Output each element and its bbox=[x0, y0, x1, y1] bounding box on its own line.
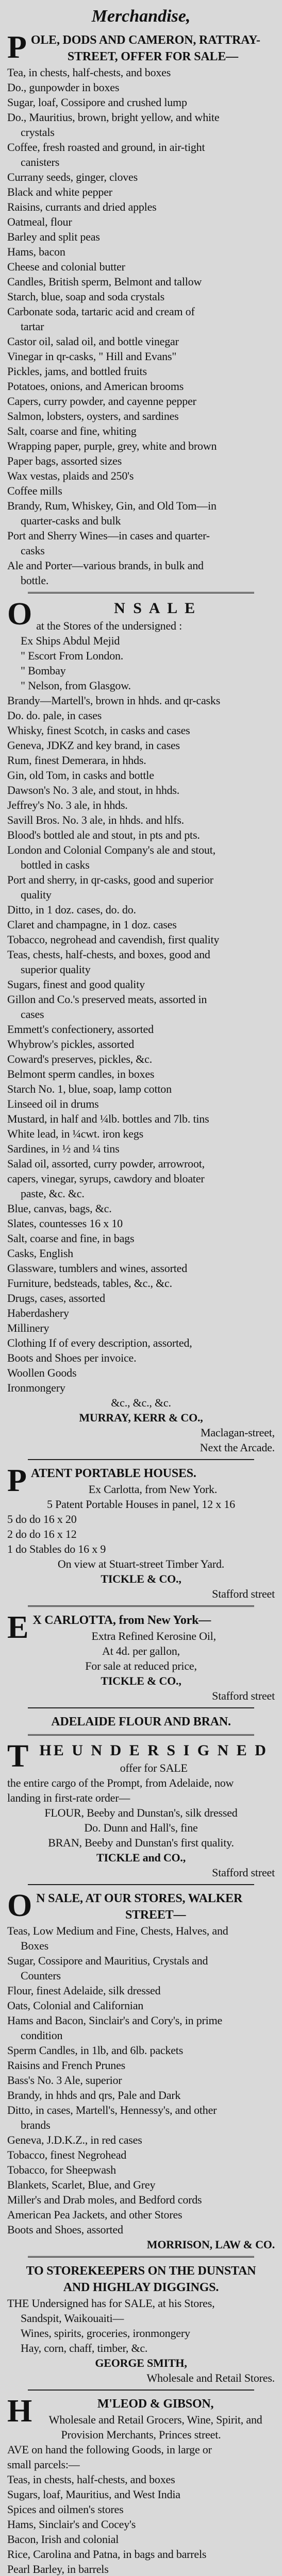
drop-cap: H bbox=[7, 2394, 32, 2429]
ad-line: Ditto, in cases, Martell's, Hennessy's, and other bbox=[7, 2104, 217, 2116]
ad-line: Spices and oilmen's stores bbox=[7, 2503, 124, 2516]
ad-line: Wrapping paper, purple, grey, white and brown bbox=[7, 439, 217, 452]
ad-line: ADELAIDE FLOUR AND BRAN. bbox=[51, 1715, 231, 1728]
ad-line: Boots and Shoes, assorted bbox=[7, 2223, 123, 2236]
ad-line: paste, &c. &c. bbox=[21, 1187, 85, 1200]
section-title: Merchandise, bbox=[91, 7, 191, 26]
ad-line: " Nelson, from Glasgow. bbox=[21, 679, 131, 692]
ad-line: Casks, English bbox=[7, 1247, 73, 1260]
ad-line: Next the Arcade. bbox=[200, 1441, 275, 1454]
ad-line: Wholesale and Retail Grocers, Wine, Spirit, and bbox=[48, 2413, 262, 2426]
advertisement bbox=[7, 2263, 275, 2385]
ad-line: Claret and champagne, in 1 doz. cases bbox=[7, 918, 177, 931]
ad-line: Rum, finest Demerara, in hhds. bbox=[7, 754, 146, 767]
advertisement bbox=[7, 1890, 275, 2252]
ad-line: small parcels:— bbox=[7, 2458, 80, 2471]
ad-line: Ditto, in 1 doz. cases, do. do. bbox=[7, 903, 136, 916]
ad-line: Whisky, finest Scotch, in casks and cases bbox=[7, 724, 190, 737]
ad-line: OLE, DODS AND CAMERON, RATTRAY- bbox=[30, 33, 260, 47]
ad-line: AND HIGHLAY DIGGINGS. bbox=[63, 2281, 219, 2294]
advertisement bbox=[7, 2396, 275, 2576]
ad-divider bbox=[28, 1459, 254, 1460]
advertisement bbox=[7, 599, 275, 1455]
ad-line: Oatmeal, flour bbox=[7, 215, 72, 228]
ad-line: crystals bbox=[21, 126, 55, 139]
ad-line: 2 do do 16 x 12 bbox=[7, 1528, 77, 1540]
ad-line: brands bbox=[21, 2119, 51, 2131]
ad-line: Wines, spirits, groceries, ironmongery bbox=[21, 2327, 190, 2340]
ad-line: " Escort From London. bbox=[21, 649, 124, 662]
ad-line: Wholesale and Retail Stores. bbox=[146, 2371, 275, 2384]
ad-line: the entire cargo of the Prompt, from Adelaide, now bbox=[7, 1776, 234, 1789]
ad-line: Stafford street bbox=[212, 1866, 275, 1879]
ad-line: Salt, coarse and fine, in bags bbox=[7, 1232, 135, 1245]
ad-line: Flour, finest Adelaide, silk dressed bbox=[7, 1984, 161, 1997]
advertisement bbox=[7, 1612, 275, 1703]
ad-line: Carbonate soda, tartaric acid and cream of bbox=[7, 305, 195, 318]
ad-line: Teas, in chests, half-chests, and boxes bbox=[7, 2473, 175, 2486]
ad-line: Ex Ships Abdul Mejid bbox=[21, 634, 120, 647]
ad-divider bbox=[28, 1605, 254, 1607]
ad-line: Salmon, lobsters, oysters, and sardines bbox=[7, 410, 179, 422]
ad-line: Geneva, J.D.K.Z., in red cases bbox=[7, 2133, 142, 2146]
ad-line: capers, vinegar, syrups, cawdory and bloater bbox=[7, 1172, 205, 1185]
ad-line: N SALE, AT OUR STORES, WALKER bbox=[36, 1892, 243, 1905]
ad-line: Do., Mauritius, brown, bright yellow, and white bbox=[7, 111, 220, 124]
ad-line: Coffee mills bbox=[7, 484, 62, 497]
ad-line: at the Stores of the undersigned : bbox=[36, 619, 183, 632]
ad-line: Ex Carlotta, from New York. bbox=[88, 1483, 218, 1496]
ad-line: Gin, old Tom, in casks and bottle bbox=[7, 769, 154, 782]
ad-line: Slates, countesses 16 x 10 bbox=[7, 1217, 123, 1230]
ad-line: Provision Merchants, Princes street. bbox=[61, 2428, 221, 2441]
ad-line: Raisins, currants and dried apples bbox=[7, 200, 157, 213]
ad-line: Millinery bbox=[7, 1321, 49, 1334]
ad-line: Sperm Candles, in 1lb, and 6lb. packets bbox=[7, 2044, 184, 2057]
ad-line: London and Colonial Company's ale and stout, bbox=[7, 843, 215, 856]
ad-line: Geneva, JDKZ and key brand, in cases bbox=[7, 739, 180, 752]
ad-line: Cheese and colonial butter bbox=[7, 260, 125, 273]
ad-line: Barley and split peas bbox=[7, 230, 100, 243]
ad-line: N S A L E bbox=[114, 600, 197, 617]
ad-line: bottled in casks bbox=[21, 858, 90, 871]
ad-line: Tobacco, negrohead and cavendish, first quality bbox=[7, 933, 220, 946]
ad-line: Paper bags, assorted sizes bbox=[7, 454, 122, 467]
ad-line: Furniture, bedsteads, tables, &c., &c. bbox=[7, 1277, 172, 1290]
advertisements-column bbox=[7, 32, 275, 2576]
ad-line: For sale at reduced price, bbox=[85, 1659, 197, 1672]
ad-line: Bass's No. 3 Ale, superior bbox=[7, 2074, 122, 2087]
advertisement bbox=[7, 32, 275, 588]
ad-line: STREET, OFFER FOR SALE— bbox=[67, 50, 238, 63]
ad-divider bbox=[28, 1884, 254, 1885]
ad-divider bbox=[28, 2256, 254, 2258]
ad-line: Woollen Goods bbox=[7, 1366, 77, 1379]
ad-line: Tobacco, finest Negrohead bbox=[7, 2148, 127, 2161]
ad-line: Do., gunpowder in boxes bbox=[7, 81, 120, 94]
ad-line: Tea, in chests, half-chests, and boxes bbox=[7, 66, 171, 79]
ad-line: condition bbox=[21, 2029, 63, 2042]
ad-line: Castor oil, salad oil, and bottle vinegar bbox=[7, 335, 179, 348]
ad-line: Ale and Porter—various brands, in bulk and bbox=[7, 559, 204, 572]
ad-line: Hams, bacon bbox=[7, 245, 65, 258]
ad-line: Hams and Bacon, Sinclair's and Cory's, in prime bbox=[7, 2014, 223, 2027]
ad-line: Vinegar in qr-casks, " Hill and Evans" bbox=[7, 350, 177, 363]
ad-line: Oats, Colonial and Californian bbox=[7, 1999, 144, 2012]
ad-line: Tobacco, for Sheepwash bbox=[7, 2163, 116, 2176]
ad-line: Emmett's confectionery, assorted bbox=[7, 1023, 154, 1036]
ad-line: Boxes bbox=[21, 1939, 49, 1952]
ad-divider bbox=[28, 1707, 254, 1708]
ad-line: Stafford street bbox=[212, 1587, 275, 1600]
ad-line: Hams, Sinclair's and Cocey's bbox=[7, 2518, 136, 2531]
ad-line: Teas, Low Medium and Fine, Chests, Halves, and bbox=[7, 1924, 228, 1937]
advertisement bbox=[7, 1714, 275, 1730]
ad-line: Port and Sherry Wines—in cases and quarter- bbox=[7, 529, 210, 542]
ad-line: THE Undersigned has for SALE, at his Stores, bbox=[7, 2297, 215, 2310]
ad-line: Do. do. pale, in cases bbox=[7, 709, 102, 722]
ad-line: Whybrow's pickles, assorted bbox=[7, 1038, 135, 1050]
ad-line: Coffee, fresh roasted and ground, in air-tight bbox=[7, 141, 205, 154]
ad-line: M'LEOD & GIBSON, bbox=[97, 2397, 214, 2411]
ad-line: Savill Bros. No. 3 ale, in hhds. and hlfs. bbox=[7, 814, 184, 826]
drop-cap: E bbox=[7, 1610, 29, 1645]
ad-line: ATENT PORTABLE HOUSES. bbox=[30, 1467, 196, 1480]
ad-line: American Pea Jackets, and other Stores bbox=[7, 2208, 183, 2221]
ad-line: Blankets, Scarlet, Blue, and Grey bbox=[7, 2178, 156, 2191]
ad-line: canisters bbox=[21, 156, 60, 168]
ad-divider bbox=[28, 2389, 254, 2391]
ad-line: Sugars, finest and good quality bbox=[7, 978, 145, 991]
ad-line: Capers, curry powder, and cayenne pepper bbox=[7, 395, 196, 408]
ad-line: Starch No. 1, blue, soap, lamp cotton bbox=[7, 1082, 172, 1095]
ad-line: landing in first-rate order— bbox=[7, 1791, 130, 1804]
ad-line: Rice, Carolina and Patna, in bags and barrels bbox=[7, 2548, 207, 2561]
advertisement bbox=[7, 1741, 275, 1880]
ad-line: Port and sherry, in qr-casks, good and superior bbox=[7, 873, 213, 886]
ad-line: TICKLE & CO., bbox=[101, 1572, 181, 1585]
ad-line: Drugs, cases, assorted bbox=[7, 1292, 105, 1304]
ad-line: Ironmongery bbox=[7, 1381, 65, 1394]
ad-line: Currany seeds, ginger, cloves bbox=[7, 171, 138, 183]
ad-line: casks bbox=[21, 544, 45, 557]
ad-line: Wax vestas, plaids and 250's bbox=[7, 469, 134, 482]
ad-line: Blue, canvas, bags, &c. bbox=[7, 1202, 112, 1215]
ad-line: Mustard, in half and ¼lb. bottles and 7lb. tins bbox=[7, 1112, 209, 1125]
ad-line: Counters bbox=[21, 1969, 61, 1982]
ad-line: 1 do Stables do 16 x 9 bbox=[7, 1543, 106, 1555]
ad-line: 5 do do 16 x 20 bbox=[7, 1513, 77, 1526]
ad-line: Jeffrey's No. 3 ale, in hhds. bbox=[7, 799, 128, 811]
ad-line: Raisins and French Prunes bbox=[7, 2059, 126, 2072]
ad-line: AVE on hand the following Goods, in large or bbox=[7, 2443, 212, 2456]
ad-line: Bacon, Irish and colonial bbox=[7, 2533, 119, 2546]
ad-line: Salad oil, assorted, curry powder, arrowroot, bbox=[7, 1157, 205, 1170]
ad-line: At 4d. per gallon, bbox=[102, 1645, 180, 1657]
ad-line: White lead, in ¼cwt. iron kegs bbox=[7, 1127, 144, 1140]
ad-line: Sardines, in ½ and ¼ tins bbox=[7, 1142, 120, 1155]
ad-line: " Bombay bbox=[21, 664, 66, 677]
ad-line: Sugar, loaf, Cossipore and crushed lump bbox=[7, 96, 187, 109]
ad-line: tartar bbox=[21, 320, 44, 333]
ad-line: HE U N D E R S I G N E D bbox=[39, 1742, 268, 1759]
ad-line: Sandspit, Waikouaiti— bbox=[21, 2312, 124, 2325]
ad-line: Haberdashery bbox=[7, 1307, 69, 1319]
ad-line: Pearl Barley, in barrels bbox=[7, 2563, 109, 2575]
ad-line: Clothing If of every description, assorted, bbox=[7, 1336, 192, 1349]
ad-line: TO STOREKEEPERS ON THE DUNSTAN bbox=[26, 2264, 256, 2278]
ad-divider bbox=[28, 1734, 254, 1736]
ad-line: Linseed oil in drums bbox=[7, 1097, 99, 1110]
ad-line: On view at Stuart-street Timber Yard. bbox=[57, 1557, 225, 1570]
ad-line: STREET— bbox=[125, 1908, 186, 1922]
ad-line: FLOUR, Beeby and Dunstan's, silk dressed bbox=[44, 1806, 238, 1819]
ad-line: Maclagan-street, bbox=[200, 1426, 275, 1439]
ad-line: offer for SALE bbox=[120, 1761, 188, 1774]
ad-line: Sugar, Cossipore and Mauritius, Crystals and bbox=[7, 1954, 208, 1967]
drop-cap: T bbox=[7, 1739, 29, 1774]
ad-line: X CARLOTTA, from New York— bbox=[32, 1614, 211, 1627]
ad-line: Dawson's No. 3 ale, and stout, in hhds. bbox=[7, 784, 180, 796]
ad-line: Starch, blue, soap and soda crystals bbox=[7, 290, 165, 303]
ad-line: Brandy—Martell's, brown in hhds. and qr-casks bbox=[7, 694, 221, 707]
ad-line: Brandy, Rum, Whiskey, Gin, and Old Tom—in bbox=[7, 499, 217, 512]
ad-line: Stafford street bbox=[212, 1689, 275, 1702]
ad-line: cases bbox=[21, 1008, 44, 1021]
ad-line: Do. Dunn and Hall's, fine bbox=[84, 1821, 198, 1834]
ad-line: &c., &c., &c. bbox=[111, 1396, 171, 1409]
ad-line: Extra Refined Kerosine Oil, bbox=[91, 1630, 216, 1642]
ad-line: Candles, British sperm, Belmont and tallow bbox=[7, 275, 202, 288]
ad-line: GEORGE SMITH, bbox=[95, 2357, 187, 2369]
ad-line: Salt, coarse and fine, whiting bbox=[7, 425, 137, 437]
ad-line: Teas, chests, half-chests, and boxes, good and bbox=[7, 948, 210, 961]
drop-cap: P bbox=[7, 1463, 27, 1498]
ad-line: Sugars, loaf, Mauritius, and West India bbox=[7, 2488, 180, 2501]
advertisement bbox=[7, 1465, 275, 1601]
ad-line: BRAN, Beeby and Dunstan's first quality. bbox=[48, 1836, 234, 1849]
ad-line: bottle. bbox=[21, 574, 49, 587]
drop-cap: P bbox=[7, 30, 27, 65]
ad-line: Hay, corn, chaff, timber, &c. bbox=[21, 2342, 148, 2354]
ad-line: Black and white pepper bbox=[7, 185, 112, 198]
ad-line: Brandy, in hhds and qrs, Pale and Dark bbox=[7, 2089, 181, 2102]
ad-line: Belmont sperm candles, in boxes bbox=[7, 1067, 155, 1080]
drop-cap: O bbox=[7, 597, 32, 632]
ad-line: Glassware, tumblers and wines, assorted bbox=[7, 1262, 188, 1275]
ad-line: Pickles, jams, and bottled fruits bbox=[7, 365, 147, 378]
ad-line: MORRISON, LAW & CO. bbox=[146, 2238, 275, 2251]
ad-line: quarter-casks and bulk bbox=[21, 514, 121, 527]
ad-line: 5 Patent Portable Houses in panel, 12 x 16 bbox=[47, 1498, 235, 1511]
drop-cap: O bbox=[7, 1888, 32, 1923]
ad-divider bbox=[28, 592, 254, 594]
ad-line: Coward's preserves, pickles, &c. bbox=[7, 1053, 153, 1065]
ad-line: TICKLE and CO., bbox=[96, 1851, 186, 1864]
ad-line: superior quality bbox=[21, 963, 91, 976]
ad-line: Miller's and Drab moles, and Bedford cords bbox=[7, 2193, 202, 2206]
ad-line: quality bbox=[21, 888, 52, 901]
ad-line: Potatoes, onions, and American brooms bbox=[7, 380, 184, 393]
ad-line: Blood's bottled ale and stout, in pts and pts. bbox=[7, 828, 200, 841]
ad-line: Boots and Shoes per invoice. bbox=[7, 1351, 137, 1364]
ad-line: TICKLE & CO., bbox=[101, 1674, 181, 1687]
ad-line: MURRAY, KERR & CO., bbox=[79, 1411, 203, 1424]
ad-line: Gillon and Co.'s preserved meats, assorted in bbox=[7, 993, 207, 1006]
